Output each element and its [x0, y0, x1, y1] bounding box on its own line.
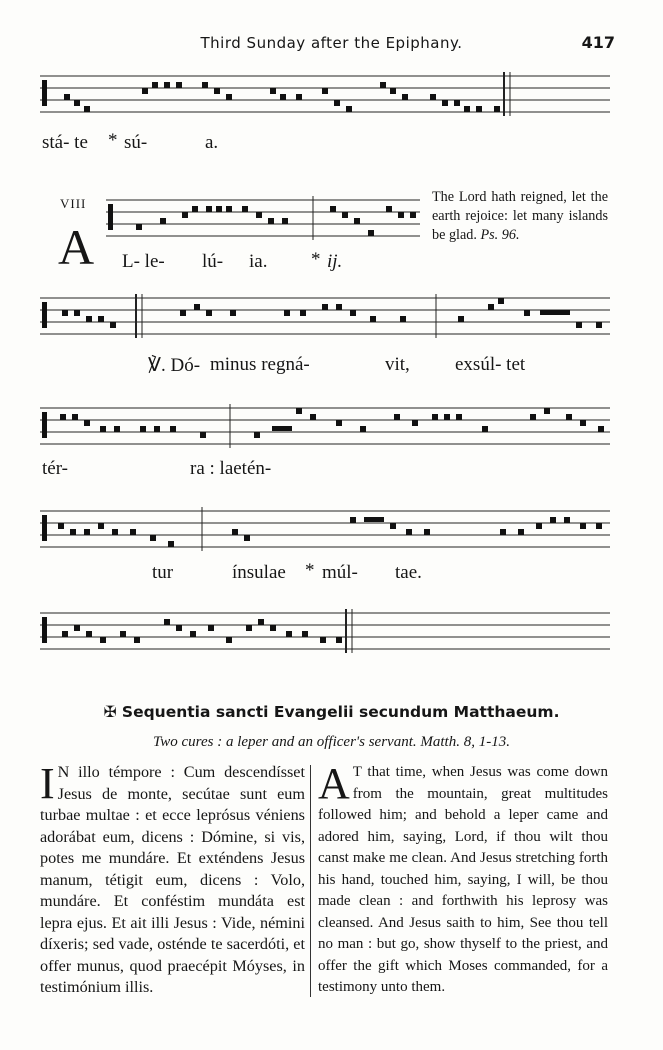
lyric-ia: ia. [249, 251, 268, 272]
lyric-verse-mul: múl- [322, 562, 358, 583]
chant-staff-4 [40, 400, 610, 454]
gospel-title: ✠ Sequentia sancti Evangelii secundum Matthaeum. [103, 703, 560, 721]
english-text-column [318, 759, 608, 999]
lyric-asterisk: * [311, 249, 321, 270]
lyric-verse-do: ℣. Dó- [148, 355, 201, 376]
chant-staff-2 [106, 192, 420, 246]
column-divider [310, 765, 311, 997]
lyric-verse-asterisk: * [305, 560, 315, 581]
alleluia-translation [432, 188, 608, 245]
running-header: Third Sunday after the Epiphany. [200, 34, 463, 52]
chant-staff-1 [40, 68, 610, 122]
latin-text-column [40, 759, 305, 999]
english-body: T that time, when Jesus was come down from the mountain, great multitudes followed him; and behold a leper came and adored him, saying, Lord, if thou wilt thou canst make me clean. And Jesus stretching forth his hand, touched him, saying, I will, be thou made clean : and forthwith his leprosy was cleansed. And Jesus saith to him, See thou tell no man : but go, show thyself to the priest, and offer the gift which Moses commanded, for a testimony unto them. [318, 764, 608, 995]
lyric-ij: ij. [327, 251, 343, 272]
lyric-l-le: L- le- [122, 251, 165, 272]
lyric-a: a. [205, 132, 219, 153]
lyric-lu: lú- [202, 251, 224, 272]
lyric-verse-tae: tae. [395, 562, 422, 583]
english-dropcap: A [318, 759, 350, 808]
lyric-verse-exsultet: exsúl- tet [455, 354, 526, 375]
lyric-verse-ter: tér- [42, 458, 68, 479]
lyric-verse-vit: vit, [385, 354, 410, 375]
chant-staff-6 [40, 605, 610, 659]
chant-staff-3 [40, 290, 610, 344]
latin-body: N illo témpore : Cum descendísset Jesus de monte, secútae sunt eum turbae multae : et ecce leprósus véniens adorábat eum, dicens : Dómine, si vis, potes me mundáre. Et exténdens Jesus manum, tétigit eum, dicens : Volo, mundáre. Et conféstim mundáta est lepra ejus. Et ait illi Jesus : Vide, némini díxeris; sed vade, osténde te sacerdóti, et offer munus, quod praecépit Móyses, in testimónium illis. [40, 763, 305, 996]
lyric-su: sú- [124, 132, 148, 153]
page-number: 417 [581, 33, 615, 52]
lyric-verse-laeten: ra : laetén- [190, 458, 272, 479]
initial-letter: A [58, 219, 95, 275]
lyric-stat-te: stá- te [42, 132, 88, 153]
latin-dropcap: I [40, 759, 55, 808]
lyric-verse-insulae: ínsulae [232, 562, 286, 583]
mode-number: VIII [60, 196, 87, 211]
translation-text: The Lord hath reigned, let the earth rejoice: let many islands be glad. [432, 189, 608, 243]
gospel-subtitle: Two cures : a leper and an officer's servant. Matth. 8, 1-13. [153, 734, 510, 750]
lyric-verse-minus: minus regná- [210, 354, 310, 375]
psalm-reference: Ps. 96. [480, 227, 520, 243]
lyric-verse-tur: tur [152, 562, 174, 583]
chant-staff-5 [40, 503, 610, 557]
lyric-asterisk: * [108, 130, 118, 151]
